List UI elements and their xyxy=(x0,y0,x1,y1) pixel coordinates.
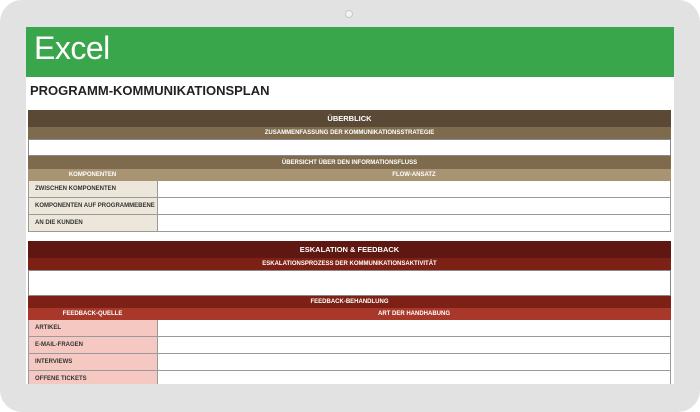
table-row-label[interactable]: AN DIE KUNDEN xyxy=(28,215,157,232)
flow-header[interactable]: ÜBERSICHT ÜBER DEN INFORMATIONSFLUSS xyxy=(28,156,671,169)
table-row-label[interactable]: ZWISCHEN KOMPONENTEN xyxy=(28,181,157,198)
section-header-escalation[interactable]: ESKALATION & FEEDBACK xyxy=(28,241,671,258)
table-row-value[interactable] xyxy=(157,320,671,337)
table-row-label[interactable]: E-MAIL-FRAGEN xyxy=(28,337,157,354)
table-row-value[interactable] xyxy=(157,337,671,354)
spreadsheet-screen xyxy=(26,27,674,384)
table-row-label[interactable]: KOMPONENTEN AUF PROGRAMMEBENE xyxy=(28,198,157,215)
page-title[interactable]: PROGRAMM-KOMMUNIKATIONSPLAN xyxy=(30,83,270,98)
column-header-feedback-source[interactable]: FEEDBACK-QUELLE xyxy=(28,308,157,320)
escalation-input-cell[interactable] xyxy=(28,270,671,296)
table-row-label[interactable]: INTERVIEWS xyxy=(28,354,157,371)
table-row-value[interactable] xyxy=(157,198,671,215)
escalation-process-header[interactable]: ESKALATIONSPROZESS DER KOMMUNIKATIONSAKTIVITÄT xyxy=(28,258,671,270)
app-banner xyxy=(26,27,674,77)
column-header-components[interactable]: KOMPONENTEN xyxy=(28,169,157,181)
summary-input-cell[interactable] xyxy=(28,139,671,156)
camera-icon xyxy=(345,10,353,18)
table-row-value[interactable] xyxy=(157,371,671,384)
table-row-label[interactable]: OFFENE TICKETS xyxy=(28,371,157,384)
table-row-value[interactable] xyxy=(157,354,671,371)
column-header-flow[interactable]: FLOW-ANSATZ xyxy=(157,169,671,181)
table-row-label[interactable]: ARTIKEL xyxy=(28,320,157,337)
feedback-header[interactable]: FEEDBACK-BEHANDLUNG xyxy=(28,296,671,308)
table-row-value[interactable] xyxy=(157,215,671,232)
app-title: Excel xyxy=(34,30,110,66)
summary-header[interactable]: ZUSAMMENFASSUNG DER KOMMUNIKATIONSSTRATEGIE xyxy=(28,127,671,139)
table-row-value[interactable] xyxy=(157,181,671,198)
column-header-handling[interactable]: ART DER HANDHABUNG xyxy=(157,308,671,320)
section-header-overview[interactable]: ÜBERBLICK xyxy=(28,110,671,127)
